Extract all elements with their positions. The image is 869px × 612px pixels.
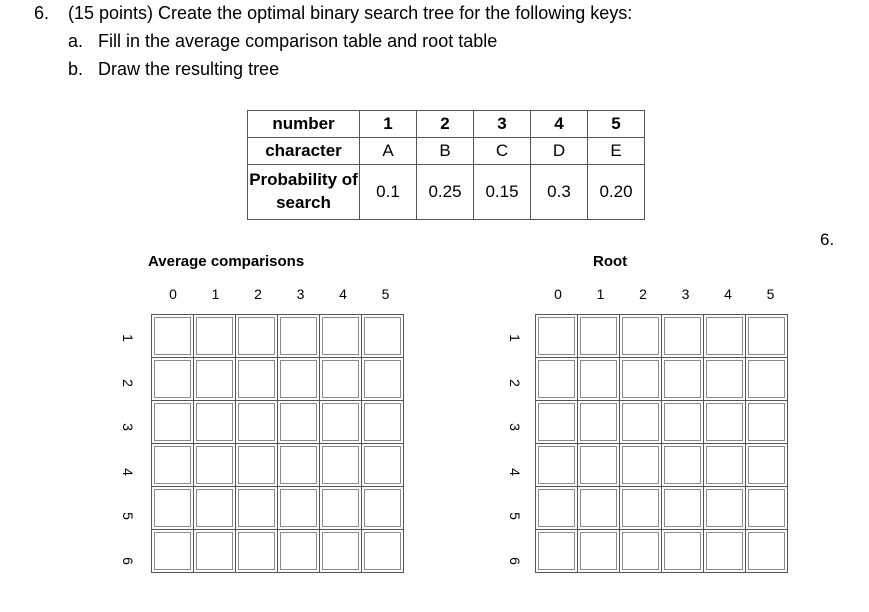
column-label: 5 bbox=[381, 286, 390, 302]
grid-cell[interactable] bbox=[194, 358, 236, 401]
grid-cell[interactable] bbox=[236, 358, 278, 401]
grid-cell[interactable] bbox=[536, 487, 578, 530]
grid-cell[interactable] bbox=[536, 358, 578, 401]
grid-cell[interactable] bbox=[704, 315, 746, 358]
grid-cell[interactable] bbox=[236, 401, 278, 444]
probability-cell: 0.1 bbox=[360, 165, 417, 220]
grid-cell[interactable] bbox=[620, 358, 662, 401]
grid-cell[interactable] bbox=[278, 401, 320, 444]
character-cell: C bbox=[474, 138, 531, 165]
grid-cell[interactable] bbox=[746, 315, 788, 358]
grid-cell[interactable] bbox=[362, 487, 404, 530]
character-cell: B bbox=[417, 138, 474, 165]
grid-cell[interactable] bbox=[320, 358, 362, 401]
grid-cell[interactable] bbox=[278, 487, 320, 530]
grid-cell[interactable] bbox=[578, 487, 620, 530]
row-label: 6 bbox=[120, 556, 136, 565]
grid-cell[interactable] bbox=[320, 487, 362, 530]
grid-cell[interactable] bbox=[194, 530, 236, 573]
grid-cell[interactable] bbox=[536, 530, 578, 573]
grid-cell[interactable] bbox=[704, 487, 746, 530]
grid-cell[interactable] bbox=[278, 530, 320, 573]
grid-cell[interactable] bbox=[620, 487, 662, 530]
grid-cell[interactable] bbox=[278, 315, 320, 358]
grid-cell[interactable] bbox=[362, 444, 404, 487]
row-label: 1 bbox=[120, 334, 136, 342]
column-label: 1 bbox=[211, 286, 220, 302]
row-label: 3 bbox=[507, 423, 523, 431]
grid-cell[interactable] bbox=[194, 487, 236, 530]
part-b-text: Draw the resulting tree bbox=[98, 59, 280, 79]
grid-cell[interactable] bbox=[536, 444, 578, 487]
row-label: 4 bbox=[120, 467, 136, 476]
grid-cell[interactable] bbox=[278, 444, 320, 487]
number-row bbox=[248, 111, 645, 138]
grid-cell[interactable] bbox=[746, 358, 788, 401]
avg-comparisons-title: Average comparisons bbox=[148, 253, 305, 270]
grid-cell[interactable] bbox=[236, 487, 278, 530]
row-label: 1 bbox=[507, 334, 523, 342]
grid-cell[interactable] bbox=[746, 530, 788, 573]
grid-cell[interactable] bbox=[362, 530, 404, 573]
grid-cell[interactable] bbox=[662, 401, 704, 444]
grid-cell[interactable] bbox=[152, 401, 194, 444]
root-table-title: Root bbox=[593, 253, 628, 270]
grid-cell[interactable] bbox=[578, 401, 620, 444]
grid-cell[interactable] bbox=[746, 487, 788, 530]
grid-row bbox=[152, 530, 404, 573]
probability-cell: 0.20 bbox=[588, 165, 645, 220]
probability-cell: 0.25 bbox=[417, 165, 474, 220]
grid-cell[interactable] bbox=[194, 315, 236, 358]
column-label: 5 bbox=[766, 286, 775, 302]
grid-cell[interactable] bbox=[320, 530, 362, 573]
grid-cell[interactable] bbox=[704, 444, 746, 487]
number-cell: 5 bbox=[588, 111, 645, 138]
grid-cell[interactable] bbox=[578, 444, 620, 487]
row-label: 2 bbox=[120, 378, 136, 387]
column-label: 2 bbox=[254, 286, 262, 302]
grid-cell[interactable] bbox=[704, 401, 746, 444]
grid-cell[interactable] bbox=[620, 444, 662, 487]
column-label: 4 bbox=[724, 286, 732, 302]
grid-cell[interactable] bbox=[536, 315, 578, 358]
grid-row bbox=[536, 487, 788, 530]
grid-cell[interactable] bbox=[578, 530, 620, 573]
grid-cell[interactable] bbox=[194, 444, 236, 487]
number-cell: 3 bbox=[474, 111, 531, 138]
grid-cell[interactable] bbox=[194, 401, 236, 444]
grid-cell[interactable] bbox=[152, 358, 194, 401]
grid-cell[interactable] bbox=[320, 401, 362, 444]
grid-cell[interactable] bbox=[620, 530, 662, 573]
grid-cell[interactable] bbox=[662, 487, 704, 530]
grid-cell[interactable] bbox=[152, 530, 194, 573]
grid-cell[interactable] bbox=[578, 315, 620, 358]
grid-row bbox=[536, 401, 788, 444]
grid-row bbox=[152, 315, 404, 358]
character-row bbox=[248, 138, 645, 165]
number-cell: 2 bbox=[417, 111, 474, 138]
row-label: 3 bbox=[120, 423, 136, 431]
character-cell: E bbox=[588, 138, 645, 165]
column-label: 0 bbox=[554, 286, 562, 302]
question-title bbox=[34, 3, 632, 24]
row-label: 4 bbox=[507, 467, 523, 476]
grid-row bbox=[152, 444, 404, 487]
grid-cell[interactable] bbox=[278, 358, 320, 401]
row-label: 6 bbox=[507, 556, 523, 565]
probability-row bbox=[248, 165, 645, 220]
grid-cell[interactable] bbox=[578, 358, 620, 401]
question-text: (15 points) Create the optimal binary search tree for the following keys: bbox=[68, 3, 633, 23]
grid-cell[interactable] bbox=[662, 358, 704, 401]
grid-row bbox=[152, 358, 404, 401]
part-b-marker: b. bbox=[68, 59, 84, 79]
grid-cell[interactable] bbox=[362, 358, 404, 401]
grid-cell[interactable] bbox=[620, 315, 662, 358]
grid-cell[interactable] bbox=[236, 315, 278, 358]
column-label: 4 bbox=[339, 286, 347, 302]
number-cell: 4 bbox=[531, 111, 588, 138]
question-part-a bbox=[68, 31, 497, 52]
grid-cell[interactable] bbox=[236, 444, 278, 487]
grid-row bbox=[152, 401, 404, 444]
column-label: 3 bbox=[681, 286, 690, 302]
character-cell: D bbox=[531, 138, 588, 165]
character-cell: A bbox=[360, 138, 417, 165]
column-label: 1 bbox=[596, 286, 605, 302]
part-a-marker: a. bbox=[68, 31, 84, 51]
grid-cell[interactable] bbox=[746, 444, 788, 487]
grid-cell[interactable] bbox=[152, 487, 194, 530]
grid-cell[interactable] bbox=[704, 358, 746, 401]
column-label: 0 bbox=[169, 286, 177, 302]
grid-cell[interactable] bbox=[662, 530, 704, 573]
grid-cell[interactable] bbox=[236, 530, 278, 573]
avg-comparisons-grid bbox=[151, 314, 404, 573]
grid-cell[interactable] bbox=[620, 401, 662, 444]
grid-cell[interactable] bbox=[662, 315, 704, 358]
grid-cell[interactable] bbox=[320, 444, 362, 487]
grid-cell[interactable] bbox=[152, 315, 194, 358]
number-header: number bbox=[248, 111, 360, 138]
probability-header: Probability of search bbox=[248, 165, 360, 220]
row-label: 2 bbox=[507, 378, 523, 387]
character-header: character bbox=[248, 138, 360, 165]
grid-row bbox=[536, 444, 788, 487]
number-cell: 1 bbox=[360, 111, 417, 138]
root-grid bbox=[535, 314, 788, 573]
grid-cell[interactable] bbox=[362, 401, 404, 444]
grid-row bbox=[152, 487, 404, 530]
row-label: 5 bbox=[120, 512, 136, 520]
part-a-text: Fill in the average comparison table and root table bbox=[98, 31, 498, 51]
grid-cell[interactable] bbox=[536, 401, 578, 444]
grid-row bbox=[536, 530, 788, 573]
question-number: 6. bbox=[34, 3, 50, 23]
probability-cell: 0.15 bbox=[474, 165, 531, 220]
grid-row bbox=[536, 315, 788, 358]
column-label: 3 bbox=[296, 286, 305, 302]
probability-cell: 0.3 bbox=[531, 165, 588, 220]
grid-cell[interactable] bbox=[746, 401, 788, 444]
row-label: 5 bbox=[507, 512, 523, 520]
grid-cell[interactable] bbox=[362, 315, 404, 358]
grid-cell[interactable] bbox=[662, 444, 704, 487]
grid-cell[interactable] bbox=[320, 315, 362, 358]
column-label: 2 bbox=[639, 286, 647, 302]
question-part-b bbox=[68, 59, 279, 80]
grid-cell[interactable] bbox=[152, 444, 194, 487]
grid-row bbox=[536, 358, 788, 401]
keys-table bbox=[247, 110, 645, 220]
grid-cell[interactable] bbox=[704, 530, 746, 573]
side-question-label: 6. bbox=[820, 230, 835, 249]
